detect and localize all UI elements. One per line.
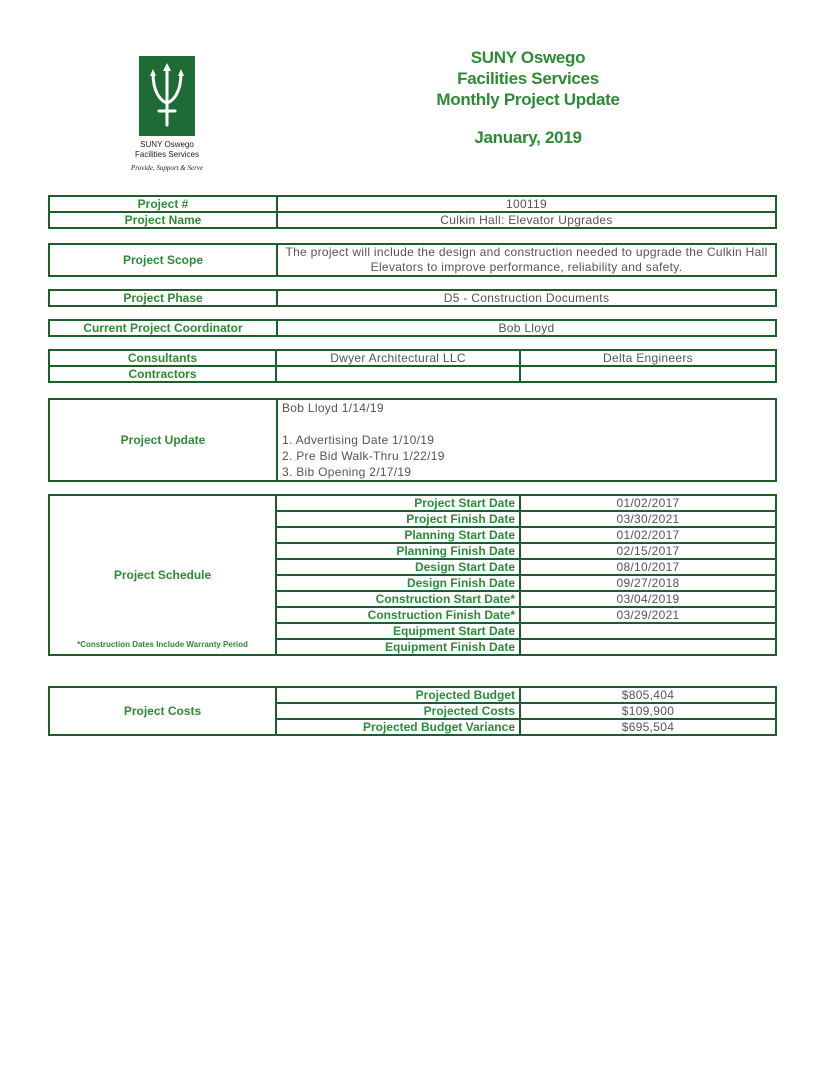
project-name-label: Project Name — [49, 212, 277, 228]
project-schedule-table — [48, 494, 777, 656]
schedule-row-label: Planning Finish Date — [276, 543, 520, 559]
project-scope-value: The project will include the design and construction needed to upgrade the Culkin Hall Elevators to improve performance, reliability and safety. — [277, 244, 776, 276]
project-phase-value: D5 - Construction Documents — [277, 290, 776, 306]
cost-row-value: $805,404 — [520, 687, 776, 703]
consultants-label: Consultants — [49, 350, 276, 366]
schedule-row-value: 08/10/2017 — [520, 559, 776, 575]
project-costs-label: Project Costs — [49, 687, 276, 735]
schedule-row-label: Project Finish Date — [276, 511, 520, 527]
schedule-row-label: Design Finish Date — [276, 575, 520, 591]
schedule-row-label: Design Start Date — [276, 559, 520, 575]
consultants-contractors-table — [48, 349, 777, 383]
update-line: Bob Lloyd 1/14/19 — [282, 401, 384, 415]
project-update-table — [48, 398, 777, 482]
project-schedule-label: Project Schedule *Construction Dates Include Warranty Period — [49, 495, 276, 655]
schedule-row-value: 03/30/2021 — [520, 511, 776, 527]
consultant-2: Delta Engineers — [520, 350, 776, 366]
contractor-2 — [520, 366, 776, 382]
project-name-value: Culkin Hall: Elevator Upgrades — [277, 212, 776, 228]
cost-row-label: Projected Costs — [276, 703, 520, 719]
project-costs-table — [48, 686, 777, 736]
header-line-2: Facilities Services — [457, 69, 599, 88]
project-scope-table — [48, 243, 777, 277]
schedule-row-label: Planning Start Date — [276, 527, 520, 543]
schedule-row-value — [520, 639, 776, 655]
contractor-1 — [276, 366, 520, 382]
project-phase-table — [48, 289, 777, 307]
contractors-label: Contractors — [49, 366, 276, 382]
project-number-label: Project # — [49, 196, 277, 212]
schedule-row-value: 01/02/2017 — [520, 527, 776, 543]
project-scope-label: Project Scope — [49, 244, 277, 276]
schedule-row-label: Project Start Date — [276, 495, 520, 511]
project-name-row — [49, 212, 776, 228]
coordinator-table — [48, 319, 777, 337]
schedule-row — [49, 495, 776, 511]
project-id-table — [48, 195, 777, 229]
coordinator-value: Bob Lloyd — [277, 320, 776, 336]
contractors-row — [49, 366, 776, 382]
schedule-row-value: 03/29/2021 — [520, 607, 776, 623]
schedule-row-label: Construction Start Date* — [276, 591, 520, 607]
schedule-row-label: Construction Finish Date* — [276, 607, 520, 623]
update-line: 1. Advertising Date 1/10/19 — [282, 433, 435, 447]
project-update-label: Project Update — [49, 399, 277, 481]
update-line — [282, 416, 771, 432]
header-line-1: SUNY Oswego — [470, 48, 586, 67]
header-line-3: Monthly Project Update — [436, 90, 620, 109]
page-header — [400, 47, 656, 148]
trident-icon — [139, 56, 195, 136]
cost-row-label: Projected Budget — [276, 687, 520, 703]
report-date: January, 2019 — [474, 128, 582, 147]
consultant-1: Dwyer Architectural LLC — [276, 350, 520, 366]
coordinator-label: Current Project Coordinator — [49, 320, 277, 336]
project-phase-label: Project Phase — [49, 290, 277, 306]
cost-row-value: $695,504 — [520, 719, 776, 735]
schedule-row-label: Equipment Start Date — [276, 623, 520, 639]
project-update-notes — [277, 399, 776, 481]
project-number-row — [49, 196, 776, 212]
warranty-note: *Construction Dates Include Warranty Period — [77, 640, 248, 649]
suny-oswego-logo — [122, 56, 212, 172]
cost-row-value: $109,900 — [520, 703, 776, 719]
logo-tagline: Provide, Support & Serve — [130, 164, 204, 172]
update-line: 2. Pre Bid Walk-Thru 1/22/19 — [282, 449, 445, 463]
schedule-row-label: Equipment Finish Date — [276, 639, 520, 655]
project-number-value: 100119 — [277, 196, 776, 212]
schedule-row-value: 03/04/2019 — [520, 591, 776, 607]
update-line: 3. Bib Opening 2/17/19 — [282, 465, 412, 479]
schedule-row-value: 01/02/2017 — [520, 495, 776, 511]
logo-name: SUNY Oswego Facilities Services — [134, 140, 199, 159]
schedule-row-value: 02/15/2017 — [520, 543, 776, 559]
consultants-row — [49, 350, 776, 366]
schedule-row-value: 09/27/2018 — [520, 575, 776, 591]
cost-row — [49, 687, 776, 703]
cost-row-label: Projected Budget Variance — [276, 719, 520, 735]
schedule-row-value — [520, 623, 776, 639]
